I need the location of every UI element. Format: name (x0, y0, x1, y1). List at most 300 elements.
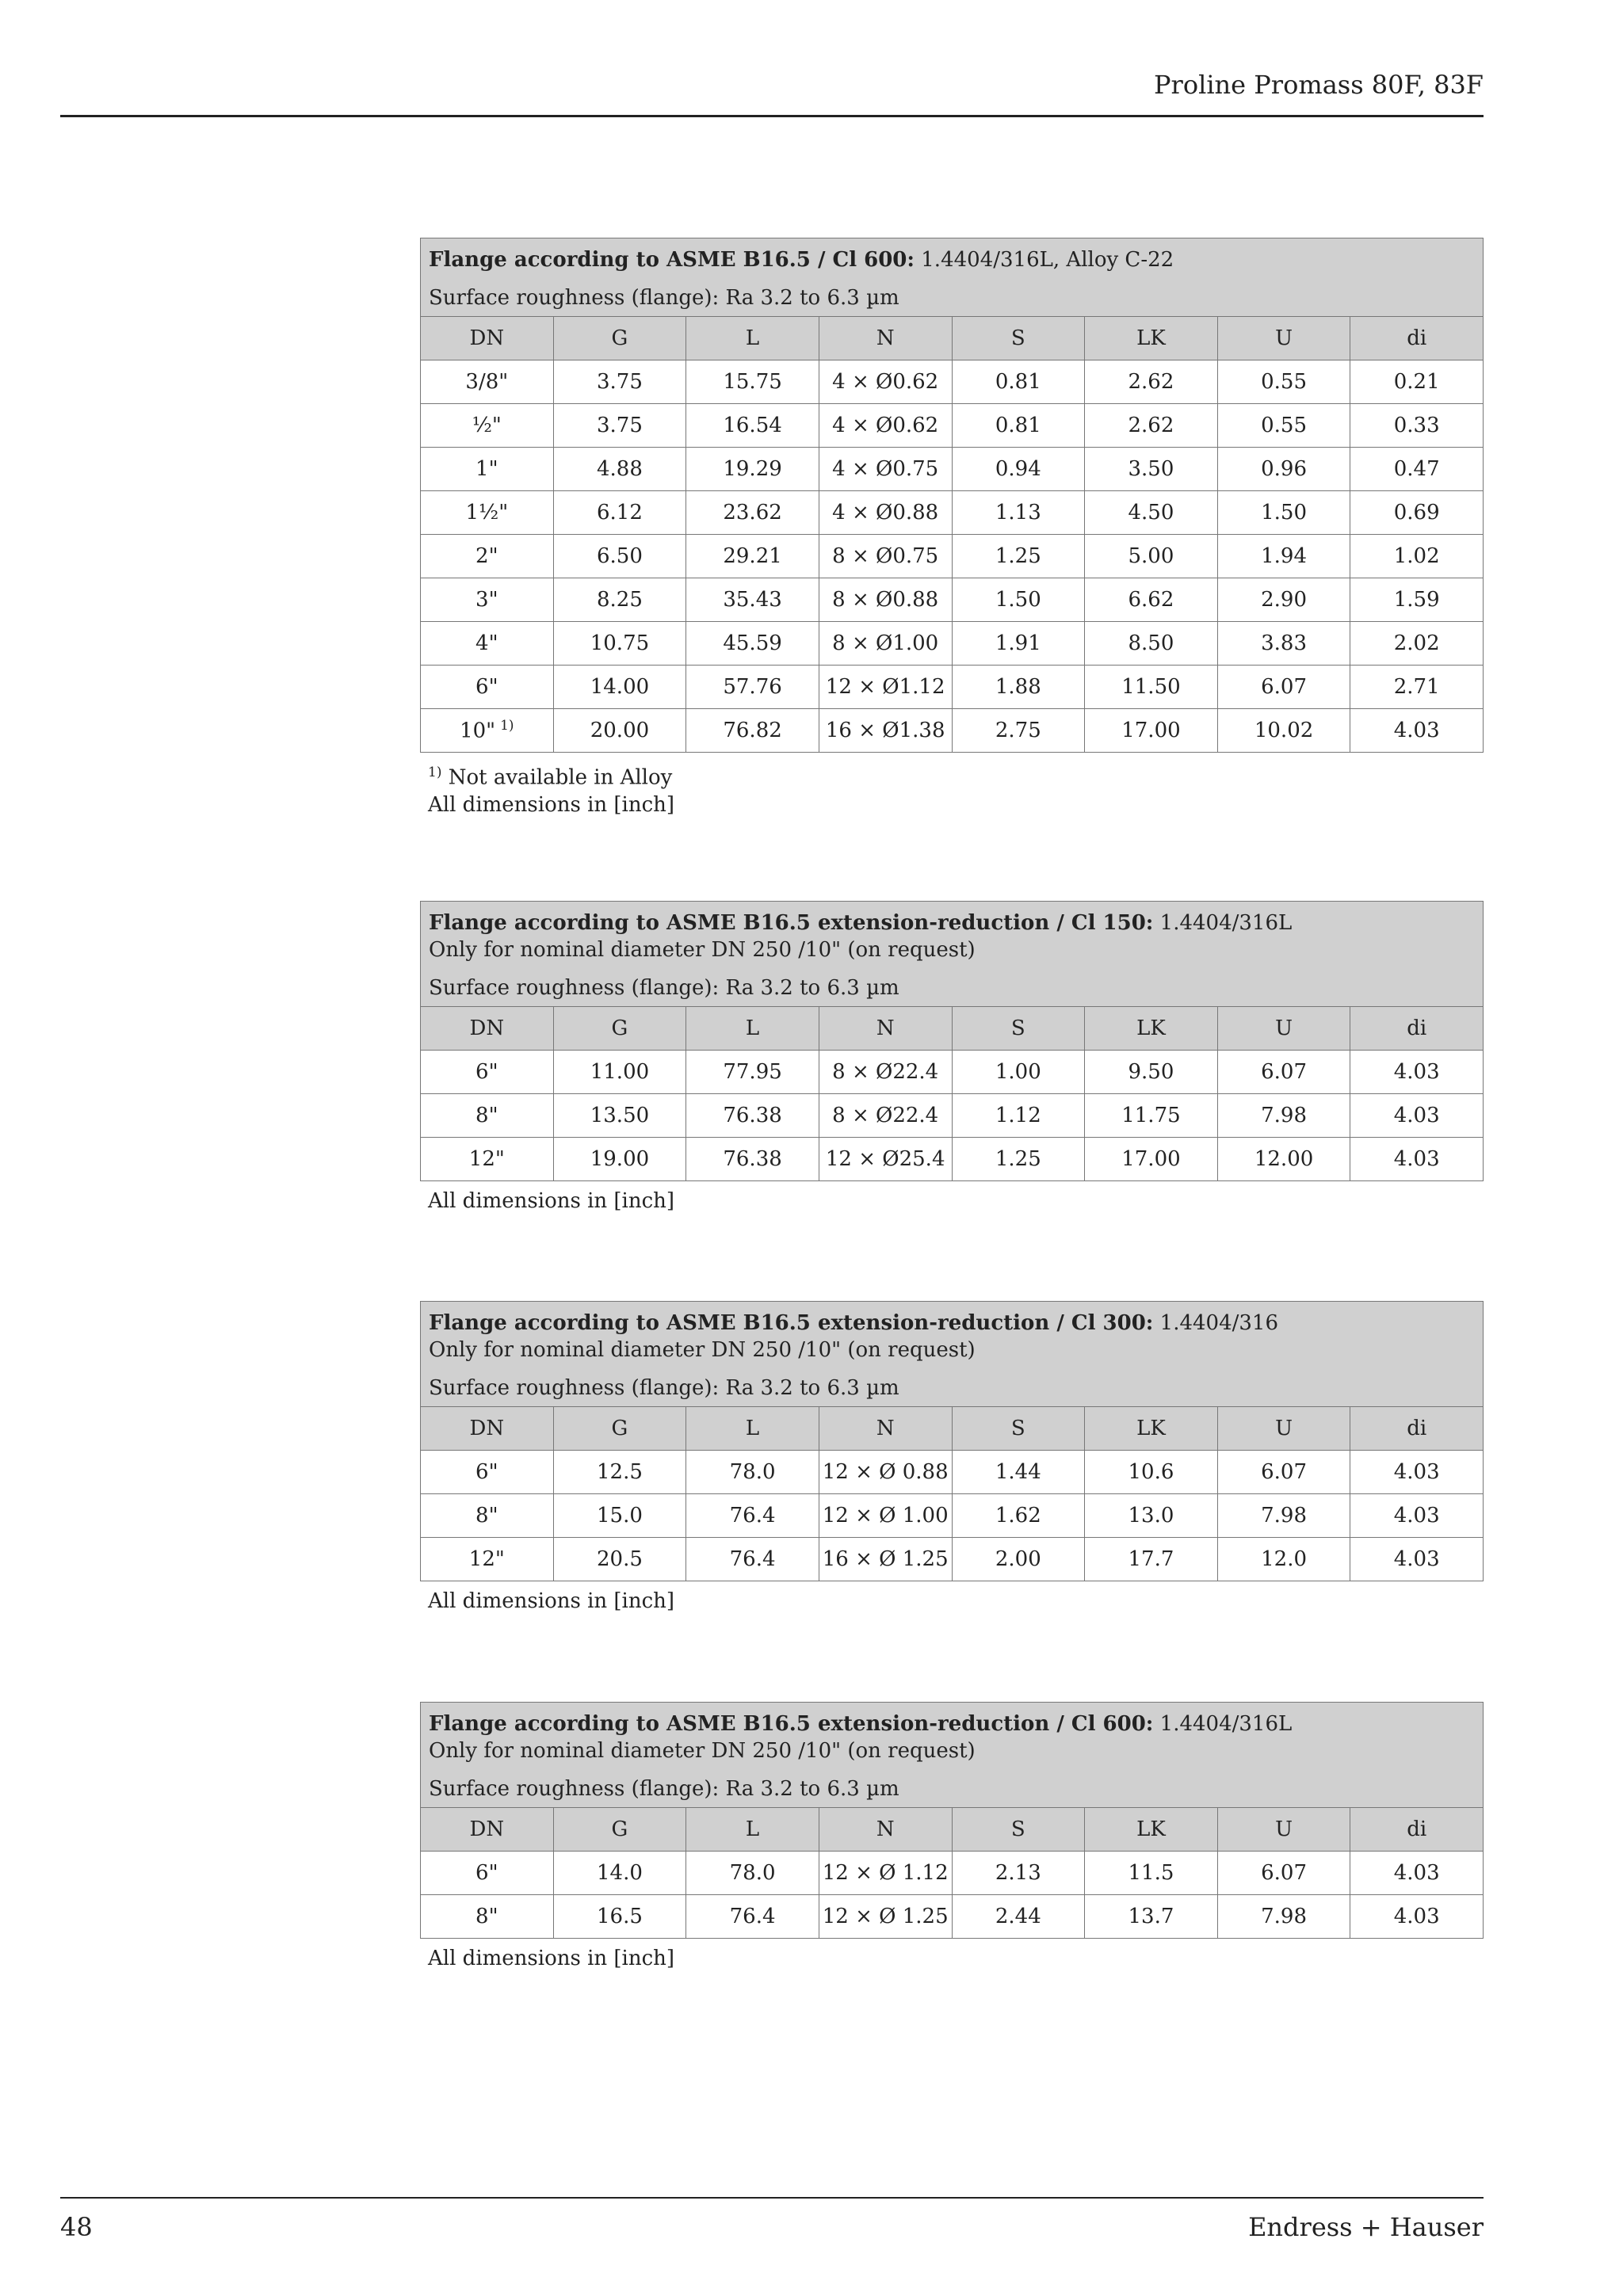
table-cell (952, 360, 1085, 404)
table-cell (1217, 535, 1350, 578)
cell-value: 1.25 (995, 544, 1041, 568)
cell-value: 2.75 (995, 719, 1041, 742)
cell-value: 1.88 (995, 675, 1041, 699)
table-cell (1085, 360, 1218, 404)
table-cell (1217, 1895, 1350, 1939)
table-cell (952, 1852, 1085, 1895)
column-header: di (1350, 1407, 1484, 1451)
table-cell (686, 578, 819, 622)
table-cell (1350, 1852, 1484, 1895)
table-cell (819, 666, 952, 709)
cell-value: 20.00 (590, 719, 650, 742)
column-header: di (1350, 317, 1484, 360)
table-body (421, 360, 1484, 753)
table-cell (952, 1094, 1085, 1138)
table-cell (1085, 1895, 1218, 1939)
cell-value: 1.12 (995, 1104, 1041, 1127)
column-header: DN (421, 317, 554, 360)
footnote-mark: 1) (500, 718, 514, 734)
table-cell (1350, 360, 1484, 404)
cell-value: 23.62 (723, 501, 782, 524)
table-cell (819, 535, 952, 578)
cell-value: 7.98 (1261, 1905, 1307, 1928)
table-cell (421, 1538, 554, 1581)
cell-value: 4.03 (1393, 1861, 1440, 1885)
cell-value: 17.7 (1128, 1547, 1174, 1571)
table-cell (686, 1852, 819, 1895)
table-cell (952, 1051, 1085, 1094)
cell-value: 4 × Ø0.62 (832, 414, 939, 437)
cell-value: 7.98 (1261, 1104, 1307, 1127)
table-cell (421, 666, 554, 709)
column-header: DN (421, 1007, 554, 1051)
column-header: DN (421, 1808, 554, 1852)
cell-value: 1.02 (1393, 544, 1440, 568)
cell-value: 4.88 (596, 457, 643, 481)
cell-value: 10.02 (1254, 719, 1314, 742)
cell-value: 4.03 (1393, 1905, 1440, 1928)
table-cell (1217, 1051, 1350, 1094)
table-cell (1217, 1852, 1350, 1895)
table-subtitle: Only for nominal diameter DN 250 /10" (on request) (429, 938, 976, 962)
cell-value: 4.03 (1393, 1104, 1440, 1127)
cell-value: 12" (468, 1547, 505, 1571)
table-cell (421, 1051, 554, 1094)
table-cell (1085, 578, 1218, 622)
column-header: U (1217, 1808, 1350, 1852)
cell-value: 3.50 (1128, 457, 1174, 481)
table-cell (553, 535, 686, 578)
table-cell (1350, 709, 1484, 753)
cell-value: 2.02 (1393, 631, 1440, 655)
cell-value: 2" (475, 544, 498, 568)
table-cell (819, 404, 952, 448)
cell-value: 12 × Ø 1.12 (822, 1861, 949, 1885)
table-cell (553, 1494, 686, 1538)
table-row (421, 448, 1484, 491)
table-cell (1217, 1538, 1350, 1581)
cell-value: 0.33 (1393, 414, 1440, 437)
table-cell (1217, 1494, 1350, 1538)
table-cell (686, 666, 819, 709)
cell-value: 4.03 (1393, 1147, 1440, 1171)
cell-value: 0.55 (1261, 370, 1307, 394)
table-cell (421, 1138, 554, 1181)
column-header: U (1217, 1007, 1350, 1051)
cell-value: 19.00 (590, 1147, 650, 1171)
table-cell (819, 1451, 952, 1494)
cell-value: 57.76 (723, 675, 782, 699)
cell-value: 9.50 (1128, 1060, 1174, 1084)
flange-table-ext-cl150 (420, 901, 1484, 1215)
table-cell (1350, 1451, 1484, 1494)
table-row (421, 535, 1484, 578)
cell-value: 13.0 (1128, 1504, 1174, 1527)
table-cell (952, 448, 1085, 491)
table-cell (553, 622, 686, 666)
table-cell (819, 622, 952, 666)
table-row (421, 709, 1484, 753)
table-cell (1085, 1494, 1218, 1538)
cell-value: 20.5 (596, 1547, 643, 1571)
cell-value: 29.21 (723, 544, 782, 568)
column-header: L (686, 1407, 819, 1451)
table-row (421, 1538, 1484, 1581)
cell-value: 3" (475, 588, 498, 612)
column-header: S (952, 1407, 1085, 1451)
dimension-table (420, 316, 1484, 753)
table-cell (952, 535, 1085, 578)
column-header: N (819, 1808, 952, 1852)
cell-value: 1.50 (995, 588, 1041, 612)
cell-value: 78.0 (729, 1460, 776, 1484)
footnote-mark: 1) (428, 765, 442, 780)
table-cell (1217, 448, 1350, 491)
table-cell (686, 404, 819, 448)
cell-value: 8 × Ø0.75 (832, 544, 939, 568)
cell-value: 11.50 (1121, 675, 1181, 699)
cell-value: 6.07 (1261, 675, 1307, 699)
table-cell (553, 404, 686, 448)
column-header: L (686, 1808, 819, 1852)
column-header: DN (421, 1407, 554, 1451)
column-header: U (1217, 1407, 1350, 1451)
table-cell (686, 1494, 819, 1538)
cell-value: 6.12 (596, 501, 643, 524)
cell-value: 4.03 (1393, 1460, 1440, 1484)
table-row (421, 1451, 1484, 1494)
table-cell (1085, 1538, 1218, 1581)
table-row (421, 1895, 1484, 1939)
table-cell (1217, 1094, 1350, 1138)
column-header: G (553, 1808, 686, 1852)
surface-roughness: Surface roughness (flange): Ra 3.2 to 6.3 µm (429, 976, 899, 1000)
table-subtitle: Only for nominal diameter DN 250 /10" (on request) (429, 1739, 976, 1763)
table-cell (1217, 360, 1350, 404)
table-row (421, 1051, 1484, 1094)
cell-value: 17.00 (1121, 1147, 1181, 1171)
table-cell (553, 1451, 686, 1494)
cell-value: 13.50 (590, 1104, 650, 1127)
cell-value: 2.44 (995, 1905, 1041, 1928)
cell-value: 8 × Ø0.88 (832, 588, 939, 612)
table-cell (553, 578, 686, 622)
table-cell (1217, 404, 1350, 448)
table-row (421, 491, 1484, 535)
table-cell (952, 1895, 1085, 1939)
cell-value: 8 × Ø22.4 (832, 1060, 939, 1084)
cell-value: 4 × Ø0.62 (832, 370, 939, 394)
cell-value: 1.62 (995, 1504, 1041, 1527)
table-cell (686, 622, 819, 666)
table-cell (421, 448, 554, 491)
cell-value: 1.44 (995, 1460, 1041, 1484)
table-cell (686, 1451, 819, 1494)
table-cell (421, 578, 554, 622)
table-cell (819, 1494, 952, 1538)
table-cell (952, 491, 1085, 535)
table-cell (686, 1538, 819, 1581)
flange-table-cl600 (420, 238, 1484, 818)
table-cell (1085, 1094, 1218, 1138)
table-cell (686, 1895, 819, 1939)
cell-value: 11.75 (1121, 1104, 1181, 1127)
cell-value: 2.13 (995, 1861, 1041, 1885)
cell-value: 3/8" (465, 370, 509, 394)
column-header: G (553, 317, 686, 360)
cell-value: 15.75 (723, 370, 782, 394)
cell-value: 77.95 (723, 1060, 782, 1084)
cell-value: 76.82 (723, 719, 782, 742)
column-header: di (1350, 1007, 1484, 1051)
column-header: N (819, 1407, 952, 1451)
dimensions-note: All dimensions in [inch] (428, 792, 675, 817)
cell-value: 78.0 (729, 1861, 776, 1885)
footnote-text: Not available in Alloy (441, 765, 673, 790)
table-row (421, 666, 1484, 709)
table-cell (553, 360, 686, 404)
table-row (421, 622, 1484, 666)
table-material: 1.4404/316L, Alloy C-22 (915, 248, 1174, 272)
table-caption (420, 1301, 1484, 1406)
table-cell (1085, 1852, 1218, 1895)
table-cell (1350, 1538, 1484, 1581)
cell-value: 2.90 (1261, 588, 1307, 612)
table-cell (421, 360, 554, 404)
footnote (420, 759, 1484, 791)
table-row (421, 360, 1484, 404)
cell-value: 12.0 (1261, 1547, 1307, 1571)
cell-value: 6.07 (1261, 1060, 1307, 1084)
table-cell (421, 1094, 554, 1138)
cell-value: 6.07 (1261, 1460, 1307, 1484)
cell-value: 0.81 (995, 414, 1041, 437)
table-cell (421, 535, 554, 578)
cell-value: 12 × Ø25.4 (825, 1147, 945, 1171)
dimensions-note: All dimensions in [inch] (428, 1589, 675, 1613)
cell-value: 12" (468, 1147, 505, 1171)
table-cell (819, 1138, 952, 1181)
cell-value: 4.50 (1128, 501, 1174, 524)
surface-roughness: Surface roughness (flange): Ra 3.2 to 6.3 µm (429, 286, 899, 310)
column-header: U (1217, 317, 1350, 360)
table-cell (1085, 666, 1218, 709)
table-cell (1350, 1895, 1484, 1939)
cell-value: 12 × Ø 0.88 (822, 1460, 949, 1484)
table-caption (420, 901, 1484, 1006)
table-cell (819, 1094, 952, 1138)
cell-value: 2.71 (1393, 675, 1440, 699)
column-header: S (952, 1808, 1085, 1852)
cell-value: 16 × Ø1.38 (825, 719, 945, 742)
cell-value: 4 × Ø0.88 (832, 501, 939, 524)
table-cell (1350, 1138, 1484, 1181)
table-cell (421, 404, 554, 448)
table-material: 1.4404/316L (1153, 911, 1293, 935)
table-cell (1217, 666, 1350, 709)
table-cell (421, 709, 554, 753)
table-cell (1350, 622, 1484, 666)
table-cell (686, 491, 819, 535)
column-header: L (686, 317, 819, 360)
cell-value: 0.21 (1393, 370, 1440, 394)
table-cell (1085, 404, 1218, 448)
table-cell (686, 1051, 819, 1094)
table-material: 1.4404/316L (1153, 1712, 1293, 1736)
table-cell (819, 1852, 952, 1895)
table-cell (1085, 1451, 1218, 1494)
dimension-table (420, 1807, 1484, 1939)
cell-value: 0.96 (1261, 457, 1307, 481)
flange-table-ext-cl300 (420, 1301, 1484, 1615)
column-header: LK (1085, 317, 1218, 360)
cell-value: 8 × Ø1.00 (832, 631, 939, 655)
cell-value: 1.50 (1261, 501, 1307, 524)
table-cell (553, 1138, 686, 1181)
table-title: Flange according to ASME B16.5 extension-reduction / Cl 150: (429, 911, 1154, 935)
table-cell (1350, 491, 1484, 535)
table-cell (1350, 535, 1484, 578)
cell-value: 8" (475, 1905, 498, 1928)
table-title: Flange according to ASME B16.5 / Cl 600: (429, 248, 915, 272)
cell-value: 0.47 (1393, 457, 1440, 481)
cell-value: 12.00 (1254, 1147, 1314, 1171)
table-title: Flange according to ASME B16.5 extension-reduction / Cl 600: (429, 1712, 1154, 1736)
cell-value: 8 × Ø22.4 (832, 1104, 939, 1127)
table-cell (1085, 709, 1218, 753)
cell-value: 76.38 (723, 1104, 782, 1127)
table-cell (421, 1494, 554, 1538)
cell-value: 2.62 (1128, 370, 1174, 394)
table-cell (421, 622, 554, 666)
table-cell (1085, 622, 1218, 666)
cell-value: 7.98 (1261, 1504, 1307, 1527)
table-material: 1.4404/316 (1153, 1311, 1279, 1335)
table-row (421, 578, 1484, 622)
cell-value: 0.69 (1393, 501, 1440, 524)
cell-value: 4 × Ø0.75 (832, 457, 939, 481)
table-cell (421, 1895, 554, 1939)
cell-value: 1.94 (1261, 544, 1307, 568)
table-cell (1217, 1138, 1350, 1181)
table-cell (421, 1852, 554, 1895)
table-cell (553, 709, 686, 753)
table-cell (819, 709, 952, 753)
cell-value: 6" (475, 1460, 498, 1484)
table-cell (819, 1538, 952, 1581)
dimensions-note: All dimensions in [inch] (428, 1189, 675, 1213)
table-cell (952, 1494, 1085, 1538)
table-cell (952, 1451, 1085, 1494)
table-cell (819, 491, 952, 535)
table-body (421, 1451, 1484, 1581)
cell-value: 12 × Ø 1.25 (822, 1905, 949, 1928)
cell-value: 4.03 (1393, 719, 1440, 742)
table-cell (1350, 666, 1484, 709)
cell-value: 14.0 (596, 1861, 643, 1885)
table-cell (1350, 448, 1484, 491)
cell-value: 16.5 (596, 1905, 643, 1928)
dimensions-note: All dimensions in [inch] (428, 1947, 675, 1970)
table-caption (420, 1702, 1484, 1807)
table-cell (819, 360, 952, 404)
table-cell (952, 1538, 1085, 1581)
cell-value: 6" (475, 675, 498, 699)
cell-value: 11.00 (590, 1060, 650, 1084)
cell-value: 14.00 (590, 675, 650, 699)
table-cell (952, 578, 1085, 622)
cell-value: 4.03 (1393, 1060, 1440, 1084)
table-cell (819, 578, 952, 622)
table-row (421, 1094, 1484, 1138)
header-row (421, 1007, 1484, 1051)
cell-value: 1½" (465, 501, 509, 524)
table-cell (686, 448, 819, 491)
column-header: LK (1085, 1808, 1218, 1852)
cell-value: 6.62 (1128, 588, 1174, 612)
cell-value: 4.03 (1393, 1504, 1440, 1527)
header-row (421, 317, 1484, 360)
table-cell (1085, 448, 1218, 491)
page-number: 48 (60, 2212, 93, 2242)
column-header: L (686, 1007, 819, 1051)
table-cell (819, 448, 952, 491)
table-body (421, 1051, 1484, 1181)
table-cell (1350, 1494, 1484, 1538)
cell-value: 8" (475, 1504, 498, 1527)
cell-value: 12 × Ø1.12 (825, 675, 945, 699)
column-header: LK (1085, 1407, 1218, 1451)
table-cell (1085, 535, 1218, 578)
cell-value: 5.00 (1128, 544, 1174, 568)
table-cell (1217, 491, 1350, 535)
table-cell (686, 1138, 819, 1181)
surface-roughness: Surface roughness (flange): Ra 3.2 to 6.3 µm (429, 1376, 899, 1400)
cell-value: 13.7 (1128, 1905, 1174, 1928)
table-cell (421, 1451, 554, 1494)
cell-value: 76.4 (729, 1905, 776, 1928)
table-row (421, 1138, 1484, 1181)
table-cell (1085, 491, 1218, 535)
dimension-table (420, 1406, 1484, 1581)
column-header: G (553, 1007, 686, 1051)
cell-value: 12.5 (596, 1460, 643, 1484)
document-header-title: Proline Promass 80F, 83F (1153, 70, 1484, 100)
table-cell (553, 448, 686, 491)
cell-value: 6" (475, 1861, 498, 1885)
table-caption (420, 238, 1484, 316)
table-cell (1350, 578, 1484, 622)
column-header: di (1350, 1808, 1484, 1852)
cell-value: 8.25 (596, 588, 643, 612)
cell-value: 4" (475, 631, 498, 655)
table-cell (553, 491, 686, 535)
header-row (421, 1407, 1484, 1451)
table-cell (1085, 1051, 1218, 1094)
table-cell (553, 1094, 686, 1138)
table-cell (952, 404, 1085, 448)
table-row (421, 1494, 1484, 1538)
table-cell (686, 1094, 819, 1138)
dimension-table (420, 1006, 1484, 1181)
cell-value: 76.4 (729, 1504, 776, 1527)
table-cell (553, 1051, 686, 1094)
table-cell (553, 666, 686, 709)
table-cell (1217, 578, 1350, 622)
footer-brand: Endress + Hauser (1248, 2212, 1484, 2242)
cell-value: 19.29 (723, 457, 782, 481)
table-cell (952, 1138, 1085, 1181)
